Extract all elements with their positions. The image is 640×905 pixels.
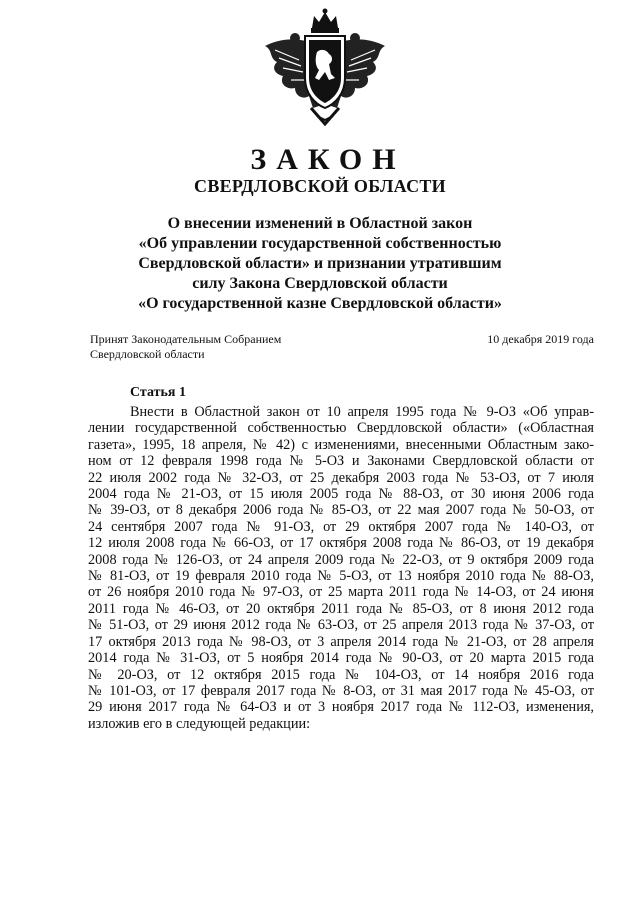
adoption-body [90, 332, 281, 361]
subject-line: «О государственной казне Свердловской области» [138, 295, 502, 312]
body-line: 29 июня 2017 года № 64-ОЗ и от 3 ноября 2017 года № 112-ОЗ, изменения, [88, 699, 594, 716]
region-title: СВЕРДЛОВСКОЙ ОБЛАСТИ [194, 176, 446, 196]
body-line: № 81-ОЗ, от 19 февраля 2010 года № 5-ОЗ, от 13 ноября 2010 года № 88-ОЗ, [88, 568, 594, 585]
subject-line: Свердловской области» и признании утратившим [138, 255, 502, 272]
adoption-line: Принят Законодательным Собранием [90, 332, 282, 346]
law-subject [0, 214, 640, 314]
body-line: ном от 12 февраля 1998 года № 5-ОЗ и Законами Свердловской области от [88, 453, 594, 470]
body-line: № 20-ОЗ, от 12 октября 2015 года № 104-ОЗ, от 14 ноября 2016 года [88, 666, 594, 683]
adoption-line: Свердловской области [90, 346, 205, 361]
body-line: 22 июля 2002 года № 32-ОЗ, от 25 декабря 2003 года № 53-ОЗ, от 7 июля [88, 469, 594, 486]
coat-of-arms-icon [255, 8, 395, 126]
body-line: от 26 ноября 2010 года № 97-ОЗ, от 25 марта 2011 года № 14-ОЗ, от 24 июня [88, 584, 594, 601]
article-body [88, 404, 594, 732]
body-line: 17 октября 2013 года № 98-ОЗ, от 3 апреля 2014 года № 21-ОЗ, от 28 апреля [88, 633, 594, 650]
subject-line: «Об управлении государственной собственностью [138, 235, 502, 252]
body-line: № 39-ОЗ, от 8 декабря 2006 года № 85-ОЗ, от 22 мая 2007 года № 50-ОЗ, от [88, 502, 594, 519]
body-line: 24 сентября 2007 года № 91-ОЗ, от 29 октября 2007 года № 140-ОЗ, от [88, 518, 594, 535]
article-heading: Статья 1 [130, 385, 186, 400]
body-line: 2008 года № 126-ОЗ, от 24 апреля 2009 года № 22-ОЗ, от 9 октября 2009 года [88, 551, 594, 568]
body-line: Внести в Областной закон от 10 апреля 1995 года № 9-ОЗ «Об управ- [130, 404, 594, 420]
body-line: 2014 года № 31-ОЗ, от 5 ноября 2014 года № 90-ОЗ, от 20 марта 2015 года [88, 650, 594, 667]
body-line: 2004 года № 21-ОЗ, от 15 июля 2005 года № 88-ОЗ, от 30 июня 2006 года [88, 486, 594, 503]
law-title: ЗАКОН [250, 143, 406, 176]
body-line: № 101-ОЗ, от 17 февраля 2017 года № 8-ОЗ, от 31 мая 2017 года № 45-ОЗ, от [88, 682, 594, 699]
body-line: № 51-ОЗ, от 29 июня 2012 года № 63-ОЗ, от 25 апреля 2013 года № 37-ОЗ, от [88, 617, 594, 634]
subject-line: О внесении изменений в Областной закон [167, 215, 473, 232]
adoption-date: 10 декабря 2019 года [487, 332, 594, 346]
body-line: газета», 1995, 18 апреля, № 42) с изменениями, внесенными Областным зако- [88, 436, 594, 453]
body-line: 12 июля 2008 года № 66-ОЗ, от 17 октября 2008 года № 86-ОЗ, от 19 декабря [88, 535, 594, 552]
subject-line: силу Закона Свердловской области [192, 275, 448, 292]
body-line: 2011 года № 46-ОЗ, от 20 октября 2011 года № 85-ОЗ, от 8 июня 2012 года [88, 600, 594, 617]
body-line: лении государственной собственностью Свердловской области» («Областная [88, 420, 594, 437]
coat-of-arms-emblem [255, 8, 395, 126]
body-line: изложив его в следующей редакции: [88, 715, 311, 732]
